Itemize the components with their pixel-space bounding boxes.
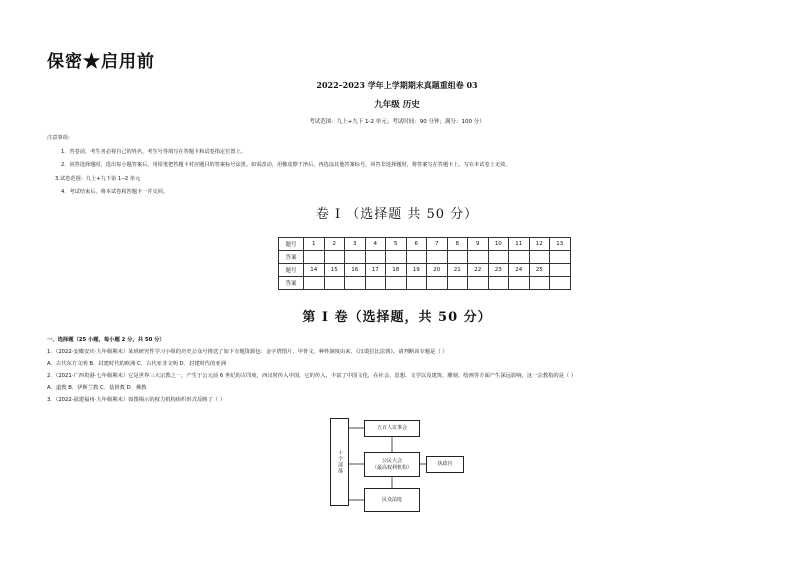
answer-cell[interactable] <box>304 277 325 290</box>
question-number-cell <box>550 264 571 277</box>
assembly-label: 公民大会 <box>381 457 402 464</box>
question-number-cell: 5 <box>386 238 407 251</box>
table-row <box>279 238 571 251</box>
answer-cell[interactable] <box>345 251 366 264</box>
question-number-cell: 19 <box>406 264 427 277</box>
answer-cell[interactable] <box>488 251 509 264</box>
answer-cell[interactable] <box>406 251 427 264</box>
answer-cell[interactable] <box>406 277 427 290</box>
notes-heading: 注意事项： <box>47 135 73 141</box>
question-number-cell: 8 <box>447 238 468 251</box>
section-1-title: 卷 I （选择题 共 50 分） <box>315 207 479 222</box>
exam-scope: 考试范围：九上+九下 1-2 单元；考试时间：90 分钟；满分：100 分） <box>309 119 485 125</box>
part-heading: 一、选择题（25 小题，每小题 2 分，共 50 分） <box>47 337 165 343</box>
question-number-cell: 17 <box>365 264 386 277</box>
exam-subject: 九年级 历史 <box>374 100 420 110</box>
question-3: 3．（2022·福建福州·九年级期末）如图揭示的权力机构组织形式反映了（ ） <box>47 397 226 403</box>
question-number-cell: 25 <box>529 264 550 277</box>
question-2: 2．（2021·广西贵港·七年级期末）它是世界三大宗教之一，产生于公元前 6 世纪的古印度，西汉时传入中国，它的传入，丰富了中国文化，在社会、思想、文学以及建筑、雕刻、绘画等方面产生深远影响，这一宗教指的是（ ） <box>47 373 577 379</box>
ten-tribes-box: 十个部落 <box>330 418 349 506</box>
question-1-options: A．古代东方文明 B．封建时代的欧洲 C．古代亚非文明 D．封建时代的亚洲 <box>47 361 226 367</box>
question-number-cell: 6 <box>406 238 427 251</box>
question-number-cell: 1 <box>304 238 325 251</box>
answer-cell[interactable] <box>365 277 386 290</box>
court-box: 民众法庭 <box>364 488 420 512</box>
question-number-cell: 24 <box>509 264 530 277</box>
answer-cell[interactable] <box>468 251 489 264</box>
table-row <box>279 264 571 277</box>
question-number-cell: 13 <box>550 238 571 251</box>
question-number-cell: 20 <box>427 264 448 277</box>
answer-cell[interactable] <box>324 277 345 290</box>
questions-section <box>47 334 576 406</box>
assembly-sublabel: （最高权利机构） <box>371 464 412 471</box>
answer-cell[interactable] <box>365 251 386 264</box>
answer-table <box>278 237 571 290</box>
question-number-cell: 21 <box>447 264 468 277</box>
table-label: 答案 <box>279 277 304 290</box>
note-item: 1．答卷前，考生务必将自己的姓名、考生号等填写在答题卡和试卷指定位置上。 <box>61 148 246 155</box>
answer-cell[interactable] <box>509 277 530 290</box>
question-number-cell: 3 <box>345 238 366 251</box>
notes-section <box>47 132 510 200</box>
question-number-cell: 11 <box>509 238 530 251</box>
answer-cell[interactable] <box>447 277 468 290</box>
question-number-cell: 12 <box>529 238 550 251</box>
question-number-cell: 10 <box>488 238 509 251</box>
answer-cell[interactable] <box>386 251 407 264</box>
question-number-cell: 22 <box>468 264 489 277</box>
note-item: 3.试卷范围：九上+九下第 1--2 单元 <box>55 175 141 182</box>
answer-cell[interactable] <box>386 277 407 290</box>
question-2-options: A．道教 B．伊斯兰教 C．基督教 D．佛教 <box>47 385 147 391</box>
question-number-cell: 18 <box>386 264 407 277</box>
question-number-cell: 9 <box>468 238 489 251</box>
question-number-cell: 4 <box>365 238 386 251</box>
answer-cell[interactable] <box>550 277 571 290</box>
table-row <box>279 251 571 264</box>
exam-title: 2022–2023 学年上学期期末真题重组卷 03 <box>316 80 478 90</box>
note-item: 4．考试结束后，将本试卷和答题卡一并交回。 <box>61 189 169 195</box>
answer-cell[interactable] <box>304 251 325 264</box>
answer-cell[interactable] <box>345 277 366 290</box>
answer-cell[interactable] <box>427 251 448 264</box>
confidential-mark: 保密★启用前 <box>47 52 155 72</box>
answer-cell[interactable] <box>468 277 489 290</box>
answer-cell[interactable] <box>509 251 530 264</box>
executive-box: 执政官 <box>426 456 464 473</box>
diagram-connectors <box>320 410 520 520</box>
table-label: 题号 <box>279 264 304 277</box>
table-row <box>279 277 571 290</box>
answer-cell[interactable] <box>488 277 509 290</box>
table-label: 答案 <box>279 251 304 264</box>
question-number-cell: 15 <box>324 264 345 277</box>
assembly-box <box>364 452 420 477</box>
table-label: 题号 <box>279 238 304 251</box>
question-number-cell: 16 <box>345 264 366 277</box>
question-number-cell: 14 <box>304 264 325 277</box>
section-2-title: 第 I 卷（选择题，共 50 分） <box>302 310 492 325</box>
answer-cell[interactable] <box>427 277 448 290</box>
question-number-cell: 23 <box>488 264 509 277</box>
answer-cell[interactable] <box>529 251 550 264</box>
question-number-cell: 2 <box>324 238 345 251</box>
note-item: 2．回答选择题时，选出每小题答案后，用铅笔把答题卡对应题目的答案标号涂黑。如需改动，用橡皮擦干净后，再选涂其他答案标号。回答非选择题时，将答案写在答题卡上。写在本试卷上无效。 <box>61 162 511 168</box>
answer-cell[interactable] <box>447 251 468 264</box>
question-number-cell: 7 <box>427 238 448 251</box>
answer-cell[interactable] <box>324 251 345 264</box>
council-box: 五百人议事会 <box>364 420 420 437</box>
answer-cell[interactable] <box>529 277 550 290</box>
question-1: 1．（2022·安徽安庆·九年级期末）某班研究性学习小组的历史公众号推送了如下专题资源包：金字塔图片、甲骨文、种姓制度由来、《汉谟拉比法典》。请判断该专题是（ ） <box>47 349 448 355</box>
answer-cell[interactable] <box>550 251 571 264</box>
